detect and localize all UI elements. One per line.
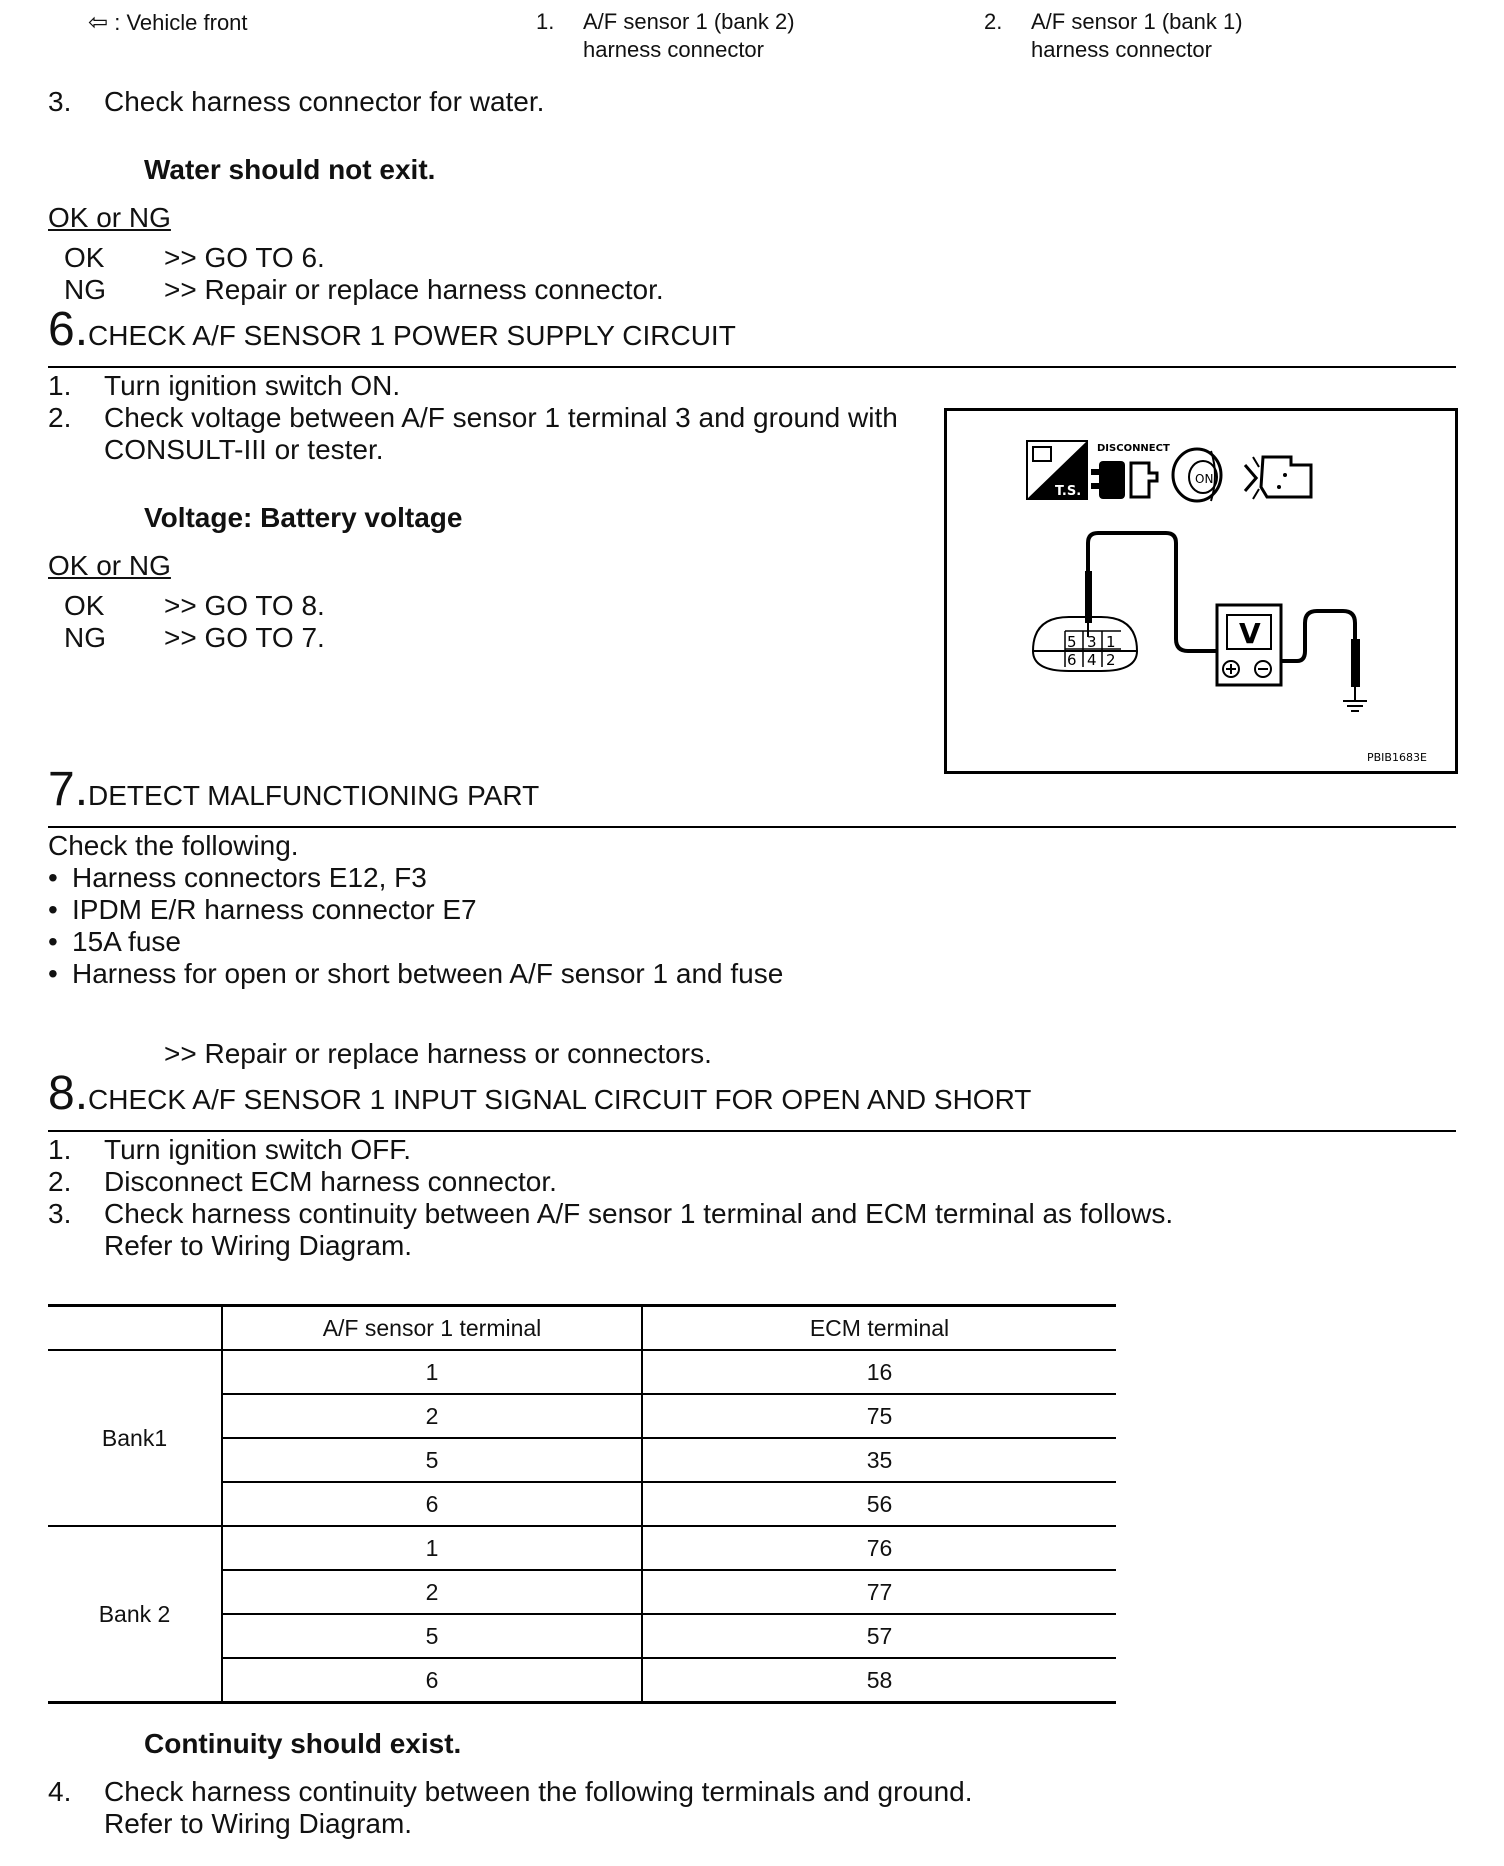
table-cell: 1 [222, 1350, 642, 1394]
ground-icon [1343, 701, 1367, 711]
step8-item-4-text: Check harness continuity between the following terminals and ground. [104, 1776, 973, 1807]
step7-bullet: • 15A fuse [48, 926, 1048, 958]
step8-title: CHECK A/F SENSOR 1 INPUT SIGNAL CIRCUIT FOR OPEN AND SHORT [88, 1084, 1032, 1115]
ng-label: NG [64, 622, 106, 653]
step6-instructions [48, 370, 948, 466]
svg-text:ON: ON [1195, 472, 1214, 486]
step8-item-3: 3. Check harness continuity between A/F sensor 1 terminal and ECM terminal as follows. [48, 1198, 1174, 1229]
table-cell: 5 [222, 1614, 642, 1658]
ok-label: OK [64, 590, 105, 621]
table-row [48, 1350, 1116, 1394]
ng-result: >> GO TO 7. [164, 622, 325, 653]
step8-spec: Continuity should exist. [144, 1728, 462, 1759]
table-cell: 76 [642, 1526, 1116, 1570]
step5-ok-row [64, 242, 325, 274]
voltage-check-figure [944, 408, 1458, 774]
legend-item-1 [536, 8, 795, 64]
table-header-cell: ECM terminal [642, 1306, 1116, 1351]
bank-label: Bank 2 [48, 1526, 222, 1703]
step8-heading [48, 1067, 1032, 1120]
voltage-check-diagram [947, 411, 1455, 771]
legend-item-2-line2: harness connector [1031, 37, 1212, 62]
negative-probe-lead [1281, 611, 1360, 701]
step5-item-3-text: Check harness connector for water. [104, 86, 545, 117]
step6-item-2-cont: CONSULT-III or tester. [104, 434, 384, 465]
svg-text:T.S.: T.S. [1055, 484, 1082, 499]
table-cell: 77 [642, 1570, 1116, 1614]
svg-text:DISCONNECT: DISCONNECT [1097, 443, 1170, 454]
step7-body [48, 830, 1048, 990]
table-cell: 6 [222, 1658, 642, 1703]
figure-code: PBIB1683E [1367, 751, 1427, 764]
table-cell: 58 [642, 1658, 1116, 1703]
table-cell: 5 [222, 1438, 642, 1482]
step7-bullet: • Harness connectors E12, F3 [48, 862, 1048, 894]
engine-icon [1245, 457, 1311, 499]
legend-item-2-line1: A/F sensor 1 (bank 1) [1031, 9, 1243, 34]
ts-icon [1027, 441, 1087, 499]
table-cell: 35 [642, 1438, 1116, 1482]
legend-item-1-num: 1. [536, 9, 555, 34]
ng-result: >> Repair or replace harness connector. [164, 274, 664, 305]
table-cell: 16 [642, 1350, 1116, 1394]
table-header-cell: A/F sensor 1 terminal [222, 1306, 642, 1351]
bank-label: Bank1 [48, 1350, 222, 1526]
step7-rule [48, 826, 1456, 828]
pin-2: 2 [1106, 651, 1116, 669]
step5-item-3 [48, 86, 544, 118]
step5-okng-label: OK or NG [48, 202, 171, 233]
step6-heading [48, 303, 736, 356]
step5-ng-row [64, 274, 664, 306]
step7-title: DETECT MALFUNCTIONING PART [88, 780, 540, 811]
table-cell: 75 [642, 1394, 1116, 1438]
step6-okng-label: OK or NG [48, 550, 171, 581]
legend-item-1-line2: harness connector [583, 37, 764, 62]
pin-4: 4 [1087, 651, 1097, 669]
step6-rule [48, 366, 1456, 368]
ok-result: >> GO TO 8. [164, 590, 325, 621]
disconnect-icon [1091, 443, 1170, 499]
table-cell: 6 [222, 1482, 642, 1526]
vehicle-front-arrow-icon: ⇦ [88, 8, 109, 36]
table-cell: 56 [642, 1482, 1116, 1526]
table-cell: 57 [642, 1614, 1116, 1658]
table-header-cell [48, 1306, 222, 1351]
vehicle-front-label: : Vehicle front [114, 10, 248, 35]
step8-instructions [48, 1134, 1448, 1262]
pin-6: 6 [1067, 651, 1077, 669]
step7-bullet: • Harness for open or short between A/F sensor 1 and fuse [48, 958, 1048, 990]
step8-item-4 [48, 1776, 1448, 1840]
step6-spec: Voltage: Battery voltage [144, 502, 463, 533]
ok-result: >> GO TO 6. [164, 242, 325, 273]
ng-label: NG [64, 274, 106, 305]
step8-item-1: 1. Turn ignition switch OFF. [48, 1134, 412, 1165]
table-cell: 2 [222, 1394, 642, 1438]
legend-item-2 [984, 8, 1243, 64]
step7-bullet: • IPDM E/R harness connector E7 [48, 894, 1048, 926]
step6-number: 6. [48, 303, 89, 356]
step5-item-3-num: 3. [48, 86, 72, 117]
vehicle-front-legend [88, 8, 248, 37]
step6-item-2: 2. Check voltage between A/F sensor 1 terminal 3 and ground with [48, 402, 898, 433]
step8-item-4-num: 4. [48, 1776, 72, 1807]
step8-number: 8. [48, 1067, 89, 1120]
legend-item-1-line1: A/F sensor 1 (bank 2) [583, 9, 795, 34]
table-row [48, 1526, 1116, 1570]
ignition-on-icon [1173, 449, 1221, 501]
table-cell: 1 [222, 1526, 642, 1570]
step7-result: >> Repair or replace harness or connectors. [164, 1038, 712, 1069]
ok-label: OK [64, 242, 105, 273]
step6-ok-row [64, 590, 325, 622]
step6-title: CHECK A/F SENSOR 1 POWER SUPPLY CIRCUIT [88, 320, 736, 351]
pin-1: 1 [1106, 633, 1116, 651]
pin-5: 5 [1067, 633, 1077, 651]
continuity-table [48, 1304, 1116, 1704]
table-cell: 2 [222, 1570, 642, 1614]
step8-item-3-cont: Refer to Wiring Diagram. [104, 1230, 413, 1261]
step6-item-1: 1. Turn ignition switch ON. [48, 370, 401, 401]
step8-rule [48, 1130, 1456, 1132]
af-sensor-connector [1033, 617, 1137, 671]
voltmeter [1217, 605, 1281, 685]
legend-item-2-num: 2. [984, 9, 1003, 34]
step6-ng-row [64, 622, 325, 654]
pin-3: 3 [1087, 633, 1097, 651]
step8-item-4-cont: Refer to Wiring Diagram. [104, 1808, 413, 1839]
step5-spec: Water should not exit. [144, 154, 436, 185]
meter-label: V [1239, 617, 1261, 650]
step8-item-2: 2. Disconnect ECM harness connector. [48, 1166, 557, 1197]
step7-intro: Check the following. [48, 830, 299, 861]
table-header-row [48, 1306, 1116, 1351]
step7-heading [48, 763, 540, 816]
step7-number: 7. [48, 763, 89, 816]
